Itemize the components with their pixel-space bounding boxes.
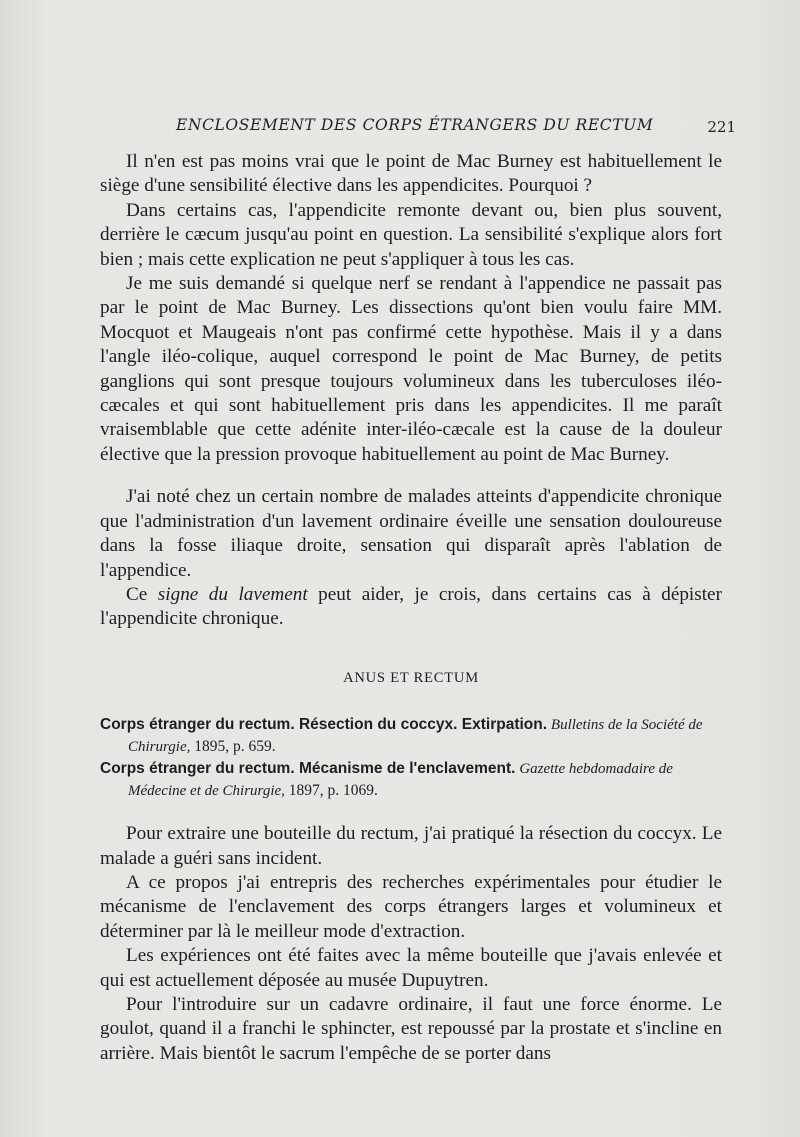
paragraph: Il n'en est pas moins vrai que le point de Mac Burney est habituellement le siège d'une sensibilité élective dans les appendicites. Pourquoi ?: [100, 151, 722, 197]
page-header: [176, 116, 736, 140]
reference-entry: [100, 714, 722, 758]
paragraph: Dans certains cas, l'appendicite remonte devant ou, bien plus souvent, derrière le cæcum jusqu'au point en question. La sensibilité s'explique alors fort bien ; mais cette explication ne peut s'appliquer à tous les cas.: [100, 199, 722, 270]
section-heading: ANUS ET RECTUM: [343, 669, 479, 686]
paragraph: J'ai noté chez un certain nombre de malades atteints d'appendicite chronique que l'administration d'un lavement ordinaire éveille une sensation douloureuse dans la fosse iliaque droite, sensation qui disparaît après l'ablation de l'appendice.: [100, 486, 722, 581]
reference-source: Gazette hebdomadaire de Médecine et de Chirurgie,: [128, 761, 673, 800]
reference-source: Bulletins de la Société de Chirurgie,: [128, 717, 703, 756]
references-list: [100, 714, 722, 802]
reference-publication: 1897, p. 1069.: [284, 782, 378, 800]
text-run: Ce: [126, 583, 158, 605]
page-number: 221: [707, 118, 736, 136]
paragraph: Les expériences ont été faites avec la même bouteille que j'avais enlevée et qui est actuellement déposée au musée Dupuytren.: [100, 945, 722, 991]
paragraph-signe-du-lavement: [100, 583, 722, 632]
paragraph: Pour l'introduire sur un cadavre ordinaire, il faut une force énorme. Le goulot, quand il a franchi le sphincter, est repoussé par la prostate et s'incline en arrière. Mais bientôt le sacrum l'empêche de se porter dans: [100, 993, 722, 1064]
reference-title: Corps étranger du rectum. Mécanisme de l'enclavement.: [100, 760, 516, 778]
reference-entry: [100, 758, 722, 802]
running-title: ENCLOSEMENT DES CORPS ÉTRANGERS DU RECTUM: [176, 116, 654, 134]
reference-title: Corps étranger du rectum. Résection du coccyx. Extirpation.: [100, 716, 548, 734]
paragraph: Pour extraire une bouteille du rectum, j'ai pratiqué la résection du coccyx. Le malade a guéri sans incident.: [100, 823, 722, 869]
text-run: peut aider, je crois, dans certains cas à dépister l'appendicite chronique.: [100, 583, 722, 630]
body-text: [100, 150, 722, 1066]
reference-publication: 1895, p. 659.: [190, 738, 276, 756]
paragraph: Je me suis demandé si quelque nerf se rendant à l'appendice ne passait pas par le point de Mac Burney. Les dissections qu'ont bien voulu faire MM. Mocquot et Maugeais n'ont pas confirmé cette hypothèse. Mais il y a dans l'angle iléo-colique, auquel correspond le point de Mac Burney, de petits ganglions qui sont presque toujours volumineux dans les tuberculoses iléo-cæcales et qui sont habituellement pris dans les appendicites. Il me paraît vraisemblable que cette adénite inter-iléo-cæcale est la cause de la douleur élective que la pression provoque habituellement au point de Mac Burney.: [100, 273, 722, 465]
paragraph: A ce propos j'ai entrepris des recherches expérimentales pour étudier le mécanisme de l'enclavement des corps étrangers larges et volumineux et déterminer par là le meilleur mode d'extraction.: [100, 871, 722, 942]
italic-term: signe du lavement: [157, 583, 308, 605]
